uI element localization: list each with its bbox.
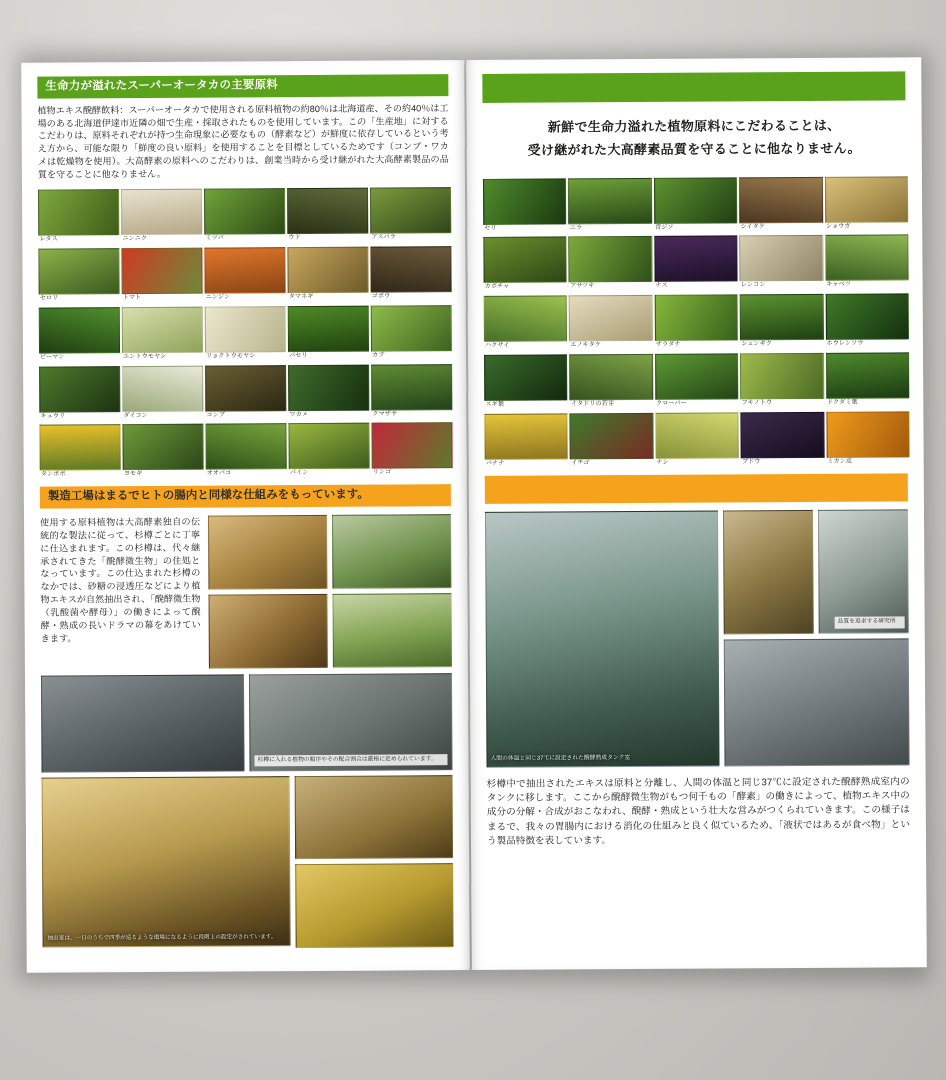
vegetable-label: ミツバ — [205, 234, 224, 242]
vegetable-label: ホウレンソウ — [826, 339, 864, 347]
left-page — [21, 60, 470, 973]
photo-lab-researcher — [818, 509, 909, 634]
vegetable-label: ウド — [288, 234, 301, 242]
vegetable-photo — [741, 412, 825, 459]
photo-barrel-stack — [294, 775, 453, 859]
vegetable-label: ゴボウ — [371, 292, 391, 300]
vegetable-photo — [371, 422, 452, 468]
vegetable-photo — [825, 235, 909, 282]
vegetable-photo — [740, 353, 824, 400]
vegetable-cell — [288, 305, 367, 361]
vegetable-photo — [287, 247, 368, 293]
vegetable-label: タンポポ — [40, 470, 66, 478]
vegetable-label: オオバコ — [206, 469, 232, 477]
vegetable-label: セロリ — [39, 294, 59, 302]
vegetable-label: ダイコン — [123, 411, 148, 419]
photo-workers-mixing — [249, 673, 453, 771]
vegetable-photo — [826, 411, 910, 458]
vegetable-cell — [569, 236, 651, 292]
vegetable-label: シイタケ — [740, 222, 765, 230]
vegetable-cell — [205, 365, 284, 421]
vegetable-cell — [371, 422, 450, 478]
vegetable-label: ピーマン — [40, 353, 65, 361]
vegetable-photo — [568, 177, 652, 224]
vegetable-cell — [739, 176, 821, 232]
vegetable-photo — [569, 295, 653, 342]
left-vegetable-grid — [38, 187, 451, 481]
vegetable-cell — [371, 305, 450, 361]
barrels-note-caption: 杉樽に入れる植物の順序やその配合割合は厳格に定められています。 — [254, 754, 447, 766]
vegetable-cell — [740, 353, 822, 409]
vegetable-cell — [654, 295, 736, 351]
vegetable-cell — [569, 295, 651, 351]
vegetable-label: 青ジソ — [655, 223, 674, 231]
vegetable-photo — [205, 306, 286, 352]
photo-barrel-top — [208, 515, 327, 590]
vegetable-photo — [371, 305, 452, 351]
vegetable-label: レンコン — [740, 281, 766, 289]
vegetable-cell — [205, 306, 284, 362]
vegetable-cell — [568, 177, 650, 233]
vegetable-photo — [655, 353, 739, 400]
photo-fermentation-tank — [485, 510, 720, 767]
vegetable-cell — [569, 354, 651, 410]
left-page-orange-header: 製造工場はまるでヒトの腸内と同様な仕組みをもっています。 — [40, 484, 451, 508]
vegetable-photo — [484, 354, 568, 401]
vegetable-photo — [204, 188, 285, 234]
vegetable-label: コンブ — [206, 411, 225, 419]
vegetable-cell — [204, 188, 283, 244]
vegetable-cell — [122, 306, 201, 362]
right-vegetable-grid — [483, 176, 908, 470]
vegetable-label: ミカン皮 — [827, 457, 853, 465]
vegetable-cell — [483, 237, 565, 293]
vegetable-photo — [655, 412, 739, 459]
vegetable-photo — [484, 413, 568, 460]
photo-sediment — [295, 863, 454, 948]
vegetable-photo — [740, 235, 824, 282]
vegetable-cell — [484, 296, 566, 352]
vegetable-photo — [654, 236, 738, 283]
vegetable-photo — [570, 413, 654, 460]
vegetable-label: ドクダミ葉 — [826, 398, 858, 406]
vegetable-label: アサツキ — [569, 282, 595, 290]
vegetable-label: アスパラ — [371, 233, 396, 241]
vegetable-cell — [740, 235, 822, 291]
vegetable-cell — [825, 235, 907, 291]
vegetable-label: ハクサイ — [484, 341, 510, 350]
vegetable-cell — [205, 423, 284, 479]
vegetable-cell — [825, 176, 907, 232]
photo-baskets — [332, 514, 451, 589]
vegetable-photo — [654, 177, 738, 224]
vegetable-cell — [287, 247, 366, 303]
vegetable-cell — [122, 424, 201, 480]
vegetable-photo — [122, 306, 203, 352]
vegetable-label: リョクトウモヤシ — [206, 352, 256, 360]
brochure-spread — [21, 57, 927, 972]
vegetable-cell — [826, 411, 908, 467]
vegetable-label: レタス — [39, 235, 58, 243]
vegetable-cell — [740, 294, 822, 350]
vegetable-label: イチゴ — [571, 459, 590, 467]
vegetable-label: ニンジン — [205, 293, 231, 301]
vegetable-label: スギ葉 — [485, 400, 504, 408]
vegetable-cell — [370, 187, 449, 243]
left-page-green-header: 生命力が溢れたスーパーオータカの主要原料 — [37, 74, 448, 98]
vegetable-label: キュウリ — [40, 412, 66, 420]
vegetable-photo — [39, 307, 120, 353]
vegetable-photo — [654, 295, 738, 342]
vegetable-cell — [38, 248, 117, 304]
vegetable-label: ヨモギ — [123, 470, 143, 478]
vegetable-photo — [38, 248, 119, 294]
vegetable-label: カブ — [371, 351, 385, 359]
vegetable-cell — [484, 413, 566, 469]
right-page-orange-bar — [485, 473, 908, 504]
vegetable-cell — [39, 307, 118, 363]
vegetable-photo — [288, 305, 369, 351]
vegetable-label: クローバー — [656, 399, 687, 407]
vegetable-label: エントウモヤシ — [123, 352, 167, 360]
vegetable-cell — [370, 246, 449, 302]
vegetable-label: クマザサ — [372, 409, 398, 418]
vegetable-photo — [569, 354, 653, 401]
vegetable-photo — [205, 365, 286, 411]
vegetable-photo — [371, 364, 452, 410]
right-page-headline-line1: 新鮮で生命力溢れた植物原料にこだわることは、 — [547, 117, 841, 135]
vegetable-cell — [570, 413, 652, 469]
vegetable-cell — [287, 188, 366, 244]
vegetable-label: ブドウ — [741, 457, 761, 466]
vegetable-label: バナナ — [485, 459, 505, 467]
research-note-caption: 品質を追求する研究所 — [835, 617, 905, 629]
vegetable-photo — [121, 189, 202, 235]
vegetable-cell — [825, 293, 907, 349]
vegetable-cell — [655, 412, 737, 468]
vegetable-cell — [826, 352, 908, 408]
vegetable-cell — [371, 364, 450, 420]
right-page — [466, 57, 927, 970]
vegetable-label: リンゴ — [372, 468, 392, 476]
vegetable-photo — [370, 187, 451, 233]
vegetable-photo — [825, 293, 909, 340]
vegetable-photo — [39, 424, 120, 470]
vegetable-cell — [288, 423, 367, 479]
vegetable-label: ナシ — [656, 458, 669, 466]
vegetable-label: ショウガ — [825, 222, 851, 230]
factory-paragraph: 使用する原料植物は大高酵素独自の伝統的な製法に従って、杉樽ごとに丁寧に仕込まれます。この杉樽は、代々継承されてきた「醗酵微生物」の住処となっています。この仕込まれた杉樽のなかでは、砂糖の浸透圧などにより植物エキスが自然抽出され、「醗酵微生物（乳酸菌や酵母）」の働きによって醗酵・熟成の長いドラマの幕をあけていきます。 — [40, 516, 201, 644]
vegetable-photo — [38, 189, 119, 235]
vegetable-photo — [370, 246, 451, 292]
vegetable-cell — [121, 248, 200, 304]
vegetable-cell — [39, 424, 118, 480]
vegetable-cell — [655, 353, 737, 409]
vegetable-photo — [204, 247, 285, 293]
vegetable-photo — [569, 236, 653, 283]
vegetable-cell — [288, 364, 367, 420]
vegetable-photo — [122, 424, 203, 470]
photo-machinery-room — [724, 638, 910, 766]
vegetable-cell — [654, 236, 736, 292]
vegetable-cell — [204, 247, 283, 303]
vegetable-photo — [739, 176, 823, 223]
right-page-headline-line2: 受け継がれた大高酵素品質を守ることに他なりません。 — [527, 140, 861, 158]
vegetable-photo — [740, 294, 824, 341]
photo-vegetable-crates — [332, 593, 451, 668]
vegetable-label: フキノトウ — [741, 399, 773, 407]
right-page-green-bar — [482, 71, 905, 103]
vegetable-cell — [121, 189, 200, 245]
right-page-bottom-paragraph: 杉樽中で抽出されたエキスは原料と分離し、人間の体温と同じ37℃に設定された醗酵熟成室内のタンクに移します。ここから醗酵微生物がもつ何千もの「酵素」の働きによって、植物エキス中の成分の分解・合成がおこなわれ、醗酵・熟成という壮大な営みがつくられていきます。この様子はまるで、我々の胃腸内における消化の仕組みと良く似ているため、「液状ではあるが食べ物」という製品特徴を表しています。 — [486, 775, 910, 848]
photo-extraction-room — [42, 776, 291, 948]
vegetable-cell — [654, 177, 736, 233]
vegetable-label: セリ — [484, 224, 497, 232]
vegetable-label: ナス — [655, 282, 668, 290]
left-page-intro-paragraph: 植物エキス醗酵飲料：スーパーオータカで使用される原料植物の約80％は北海道産、その約40％は工場のある北海道伊達市近隣の畑で生産・採取されたものを使用しています。この「生産地」に対するこだわりは、原料それぞれが持つ生命現象に必要なもの（酵素など）が鮮度に依存しているという考え方から、可能な限り「鮮度の良い原料」を使用することを目標としているためです（コンブ・ワカメは乾燥物を使用）。大高酵素の原料へのこだわりは、創業当時から受け継がれた大高酵素製品の品質を守ることに他なりません。 — [37, 102, 449, 180]
vegetable-label: サラダナ — [655, 340, 681, 349]
vegetable-photo — [825, 176, 909, 223]
vegetable-label: シュンギク — [741, 340, 773, 348]
vegetable-photo — [121, 248, 202, 294]
vegetable-cell — [39, 366, 118, 422]
vegetable-label: ニラ — [569, 223, 583, 231]
vegetable-photo — [483, 178, 567, 225]
photo-barrel-filling — [208, 594, 327, 669]
vegetable-photo — [484, 296, 568, 343]
vegetable-cell — [122, 365, 201, 421]
vegetable-label: エノキタケ — [570, 341, 602, 349]
vegetable-label: タマネギ — [288, 292, 314, 301]
vegetable-label: カボチャ — [484, 283, 510, 291]
vegetable-photo — [483, 237, 567, 284]
vegetable-label: パセリ — [288, 351, 308, 359]
vegetable-photo — [288, 423, 369, 469]
vegetable-label: ニンニク — [122, 235, 148, 243]
extraction-note-caption: 抽出室は、一日のうちで四季が巡るような環境になるように段階上の設定がされています。 — [47, 934, 277, 942]
vegetable-photo — [39, 366, 120, 412]
photo-factory-interior — [41, 674, 245, 772]
vegetable-photo — [288, 364, 369, 410]
vegetable-photo — [287, 188, 368, 234]
vegetable-label: パイン — [289, 469, 309, 477]
vegetable-label: ワカメ — [289, 410, 308, 418]
vegetable-cell — [484, 354, 566, 410]
vegetable-label: イタドリの若芽 — [570, 400, 615, 408]
vegetable-photo — [122, 365, 203, 411]
vegetable-photo — [205, 423, 286, 469]
vegetable-cell — [483, 178, 565, 234]
vegetable-cell — [38, 189, 117, 245]
vegetable-photo — [826, 352, 910, 399]
vegetable-cell — [741, 412, 823, 468]
vegetable-label: トマト — [122, 293, 142, 302]
tank-note-caption: 人間の体温と同じ37℃に設定された醗酵熟成タンク室 — [490, 755, 631, 762]
photo-bottling-line — [723, 509, 814, 634]
vegetable-label: キャベツ — [826, 281, 851, 289]
